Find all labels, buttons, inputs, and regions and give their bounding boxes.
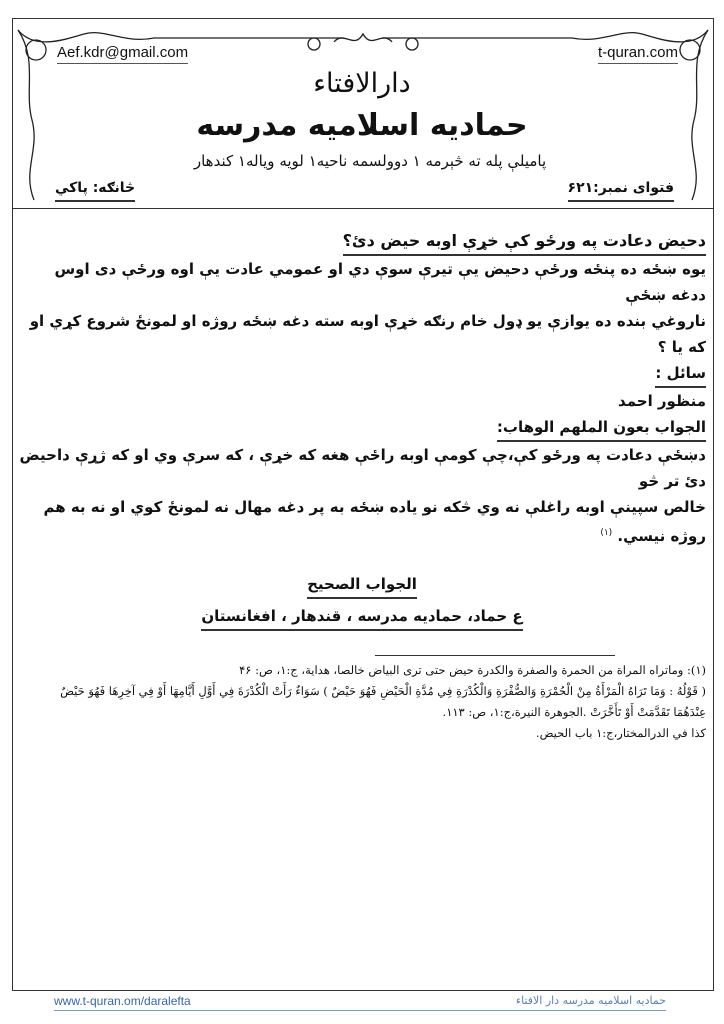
footnote-line: (۱): وماتراه المراة من الحمرة والصفرة والكدرة حيض حتى ترى البياض خالصا، هداية، ج:١، ص: ۴۶ <box>239 663 706 677</box>
content-column <box>18 228 706 744</box>
signature: ع حماد، حمادیه مدرسه ، قندهار ، افغانستان <box>201 604 522 631</box>
address: پامیلې پله ته څېرمه ۱ دوولسمه ناحیه۱ لویه ویاله۱ کندهار <box>193 152 547 170</box>
institution-name: حمادیه اسلامیه مدرسه <box>196 108 528 143</box>
answer-line: خالص سپینې اوبه راغلې نه وي څکه نو یاده ښځه به پر دغه مهال نه لمونځ کوي او نه به هم روژه نیسي. <box>43 498 706 545</box>
verdict: الجواب الصحیح <box>307 572 417 599</box>
fatwa-number: فتوای نمبر:۶۲۱ <box>568 178 674 202</box>
question-heading: دحیض دعادت په ورځو کې خړې اوبه حیض دئ؟ <box>343 229 706 256</box>
footnote-line: ( قَوْلُهُ : وَمَا تَرَاهُ الْمَرْأَةُ مِنْ الْحُمْرَةِ وَالصُّفْرَةِ وَالْكُدْرَةِ فِي مُدَّةِ الْحَيْضِ فَهُوَ حَيْضٌ ) سَوَاءٌ رَأَتْ الْكُدْرَةَ فِي أَوَّلِ أَيَّامِهَا أَوْ فِي آخِرِهَا فَهُوَ حَيْضٌ <box>60 684 706 698</box>
question-line: یوه ښځه ده پنځه ورځې دحیض یې تیرې سوې دي او عمومي عادت یې اوه ورځې دی اوس ددغه ښځې <box>54 260 706 304</box>
footnote-line: كذا في الدرالمختار،ج:١ باب الحيض. <box>535 726 706 740</box>
question-line: ناروغي بنده ده یوازې یو ډول خام رنګه خړې اوبه سته دغه ښځه روژه او لمونځ شروع کړي او که یا ؟ <box>29 312 706 356</box>
email-link[interactable]: Aef.kdr@gmail.com <box>57 44 188 64</box>
footnotes <box>18 660 706 744</box>
footnote-line: عِنْدَهُمَا تَقَدَّمَتْ أَوْ تَأَخَّرَتْ .الجوهرة النيرة،ج:١، ص: ١١٣. <box>442 705 706 719</box>
answer-heading: الجواب بعون الملهم الوهاب: <box>497 415 706 442</box>
footer-name: حمادیه اسلامیه مدرسه دار الافتاء <box>515 994 666 1007</box>
footer-url-link[interactable]: www.t-quran.om/daralefta <box>54 994 191 1008</box>
footnote-divider <box>375 655 615 656</box>
website-link[interactable]: t-quran.com <box>598 44 678 64</box>
header-divider <box>12 208 714 209</box>
footnote-ref: (۱) <box>600 528 613 538</box>
answer-line: دښځې دعادت په ورځو کې،چې کومې اوبه راځې هغه که خړې ، که سرې وي او که ژړې داحیض دئ تر څو <box>19 446 706 490</box>
fatwa-body <box>18 228 706 631</box>
asker-label: سائل : <box>655 361 706 388</box>
asker-name: منظور احمد <box>618 392 706 410</box>
footer-divider <box>54 1010 666 1011</box>
page-title: دارالافتاء <box>313 68 411 99</box>
section-label: څانګه: پاکي <box>55 178 135 202</box>
